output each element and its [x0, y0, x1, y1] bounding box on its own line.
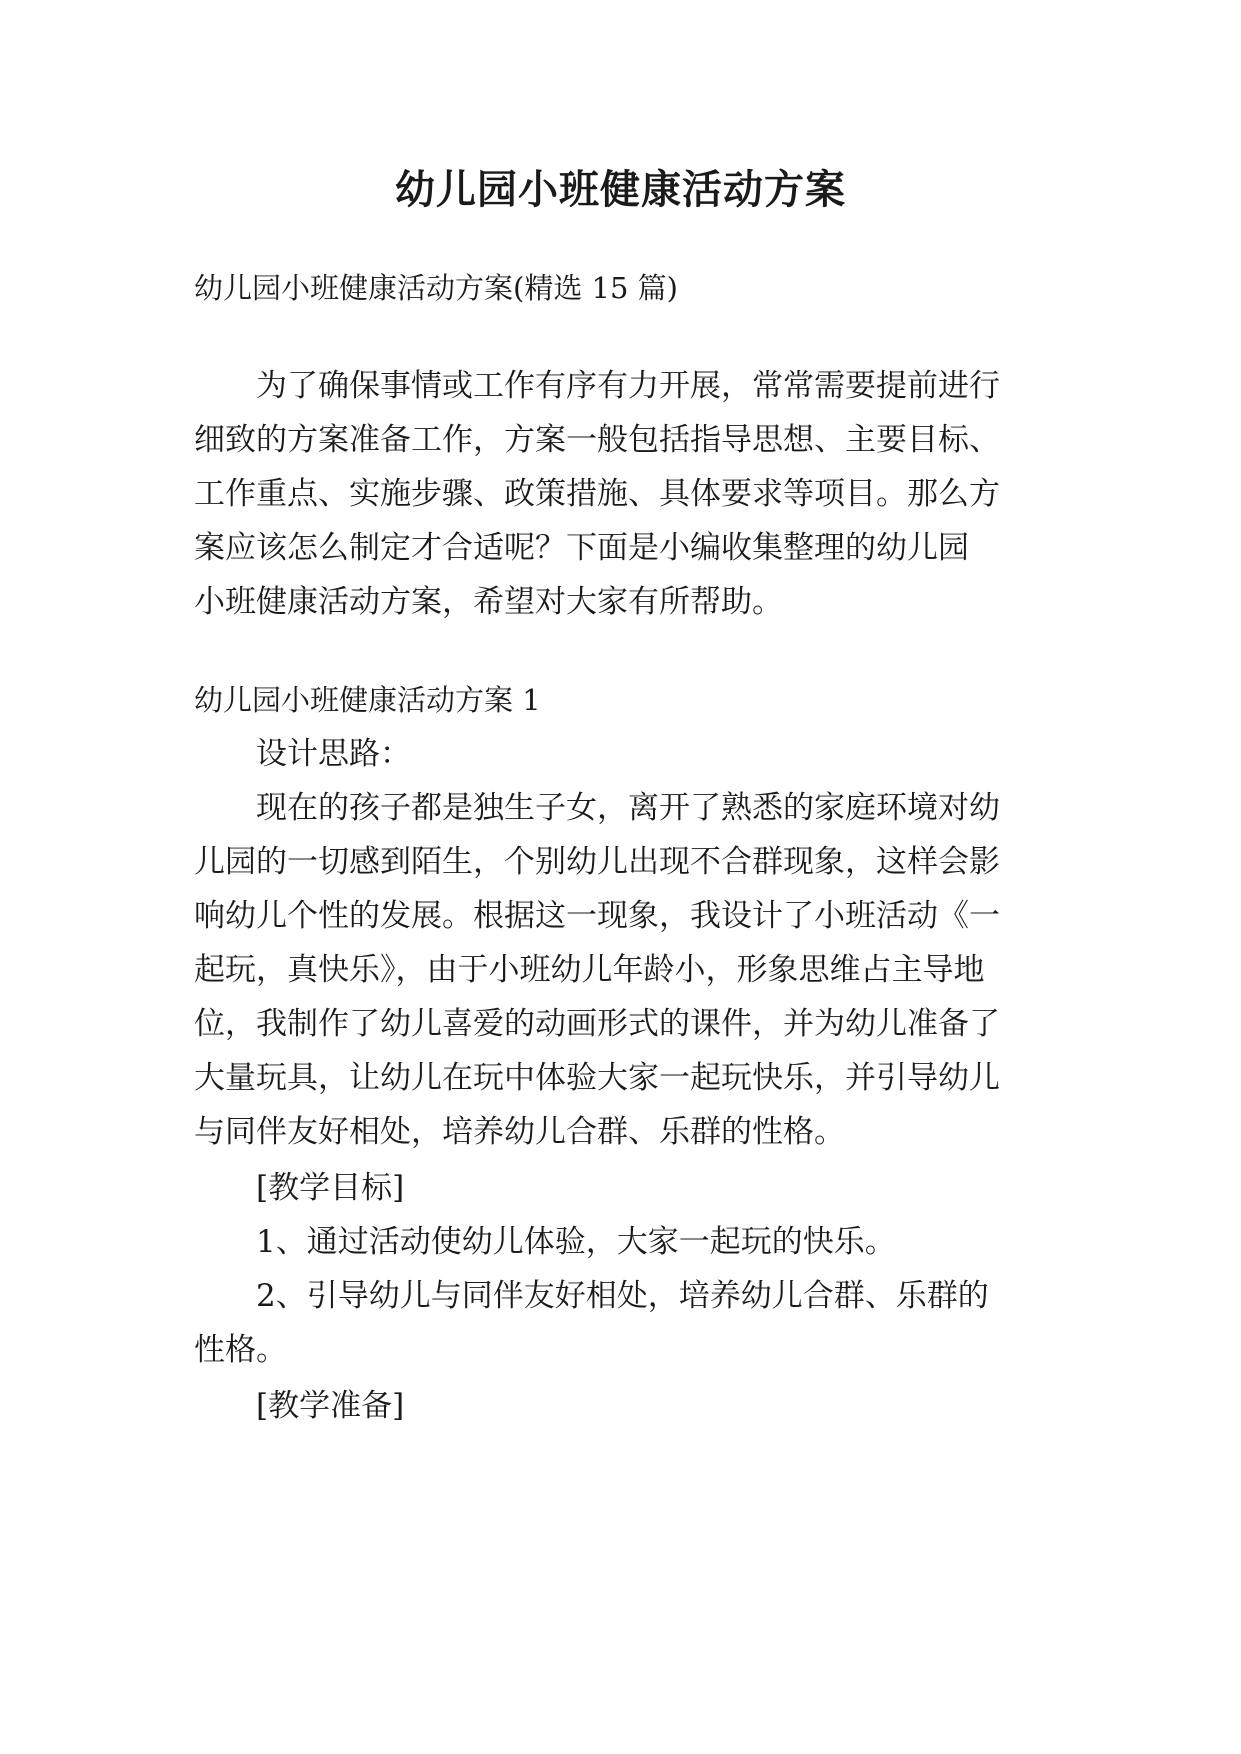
document-subtitle: 幼儿园小班健康活动方案(精选 15 篇) — [194, 271, 678, 305]
section-heading: 幼儿园小班健康活动方案 1 — [194, 683, 541, 717]
intro-line: 细致的方案准备工作，方案一般包括指导思想、主要目标、 — [194, 422, 1000, 458]
goals-heading: [教学目标] — [256, 1170, 405, 1206]
design-line: 与同伴友好相处，培养幼儿合群、乐群的性格。 — [194, 1114, 845, 1150]
design-line: 大量玩具，让幼儿在玩中体验大家一起玩快乐，并引导幼儿 — [194, 1060, 1000, 1096]
intro-line: 工作重点、实施步骤、政策措施、具体要求等项目。那么方 — [194, 476, 1000, 512]
design-line: 儿园的一切感到陌生，个别幼儿出现不合群现象，这样会影 — [194, 844, 1000, 880]
design-label: 设计思路： — [256, 736, 411, 772]
intro-line: 为了确保事情或工作有序有力开展，常常需要提前进行 — [256, 368, 1000, 404]
intro-line: 小班健康活动方案，希望对大家有所帮助。 — [194, 584, 783, 620]
design-line: 响幼儿个性的发展。根据这一现象，我设计了小班活动《一 — [194, 898, 1000, 934]
goal-item: 1、通过活动使幼儿体验，大家一起玩的快乐。 — [256, 1224, 896, 1260]
prep-heading: [教学准备] — [256, 1388, 405, 1424]
goal-item: 2、引导幼儿与同伴友好相处，培养幼儿合群、乐群的 — [256, 1278, 989, 1314]
goal-item-continuation: 性格。 — [194, 1332, 287, 1368]
design-line: 位，我制作了幼儿喜爱的动画形式的课件，并为幼儿准备了 — [194, 1006, 1000, 1042]
intro-line: 案应该怎么制定才合适呢？下面是小编收集整理的幼儿园 — [194, 530, 969, 566]
document-title: 幼儿园小班健康活动方案 — [395, 166, 846, 213]
design-line: 现在的孩子都是独生子女，离开了熟悉的家庭环境对幼 — [256, 790, 1000, 826]
design-line: 起玩，真快乐》，由于小班幼儿年龄小，形象思维占主导地 — [194, 952, 985, 988]
